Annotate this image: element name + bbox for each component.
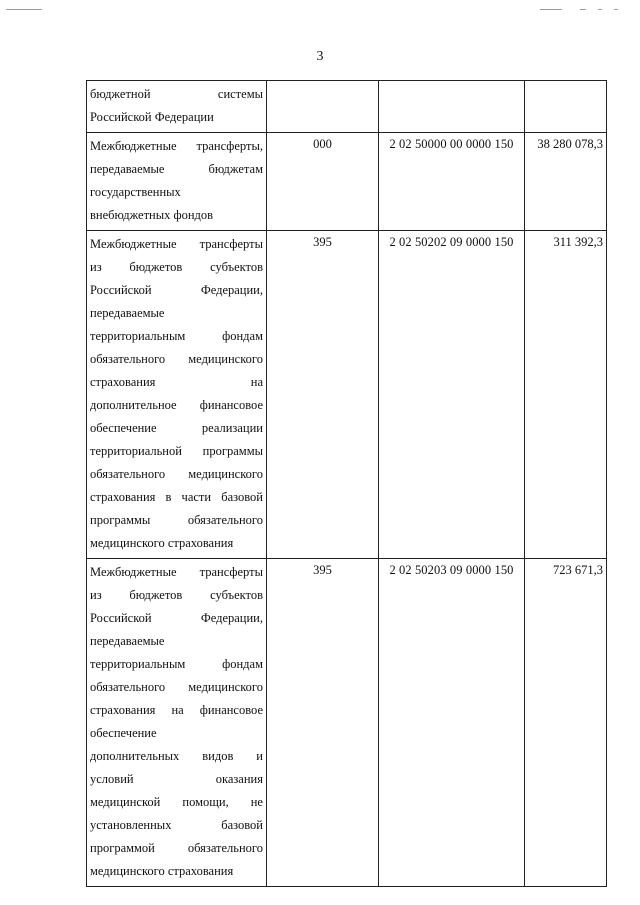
budget-code-cell: 2 02 50202 09 0000 150 — [379, 231, 525, 559]
description-line: Межбюджетные трансферты — [90, 237, 263, 251]
description-line: Российской Федерации, — [90, 611, 263, 625]
description-line: из бюджетов субъектов — [90, 260, 263, 274]
amount-cell: 723 671,3 — [525, 559, 607, 887]
row-description — [87, 81, 267, 133]
description-line: страхования на — [90, 375, 263, 389]
scan-artifact-right — [540, 9, 630, 10]
description-line: обязательного медицинского — [90, 352, 263, 366]
table-row — [87, 81, 607, 133]
description-line: Межбюджетные трансферты — [90, 565, 263, 579]
row-description — [87, 133, 267, 231]
table-row — [87, 133, 607, 231]
description-line: страхования на финансовое — [90, 703, 263, 717]
description-line: обязательного медицинского — [90, 467, 263, 481]
description-line: дополнительных видов и — [90, 749, 263, 763]
description-line: условий оказания — [90, 772, 263, 786]
table-row — [87, 231, 607, 559]
description-line: из бюджетов субъектов — [90, 588, 263, 602]
description-line: страхования в части базовой — [90, 490, 263, 504]
admin-code-cell: 395 — [267, 231, 379, 559]
description-line: территориальным фондам — [90, 329, 263, 343]
description-line: бюджетной системы — [90, 87, 263, 101]
admin-code-cell: 395 — [267, 559, 379, 887]
budget-code-cell: 2 02 50203 09 0000 150 — [379, 559, 525, 887]
description-line: территориальной программы — [90, 444, 263, 458]
description-line: дополнительное финансовое — [90, 398, 263, 412]
description-line: Российской Федерации, — [90, 283, 263, 297]
description-line: программы обязательного — [90, 513, 263, 527]
description-line: передаваемые — [90, 306, 165, 320]
row-description — [87, 231, 267, 559]
description-line: передаваемые бюджетам — [90, 162, 263, 176]
description-line: обеспечение — [90, 726, 157, 740]
description-line: медицинского страхования — [90, 536, 234, 550]
admin-code-cell — [267, 81, 379, 133]
description-line: медицинского страхования — [90, 864, 234, 878]
row-description — [87, 559, 267, 887]
table-row — [87, 559, 607, 887]
description-line: обеспечение реализации — [90, 421, 263, 435]
page-number: 3 — [316, 49, 324, 64]
amount-cell: 38 280 078,3 — [525, 133, 607, 231]
budget-code-cell — [379, 81, 525, 133]
description-line: государственных — [90, 185, 181, 199]
scan-artifact-left — [6, 9, 42, 10]
description-line: Российской Федерации — [90, 110, 214, 124]
admin-code-cell: 000 — [267, 133, 379, 231]
description-line: Межбюджетные трансферты, — [90, 139, 263, 153]
description-line: медицинской помощи, не — [90, 795, 263, 809]
budget-code-cell: 2 02 50000 00 0000 150 — [379, 133, 525, 231]
description-line: обязательного медицинского — [90, 680, 263, 694]
description-line: внебюджетных фондов — [90, 208, 214, 222]
description-line: передаваемые — [90, 634, 165, 648]
description-line: установленных базовой — [90, 818, 263, 832]
description-line: программой обязательного — [90, 841, 263, 855]
amount-cell: 311 392,3 — [525, 231, 607, 559]
budget-table — [86, 80, 607, 887]
description-line: территориальным фондам — [90, 657, 263, 671]
amount-cell — [525, 81, 607, 133]
